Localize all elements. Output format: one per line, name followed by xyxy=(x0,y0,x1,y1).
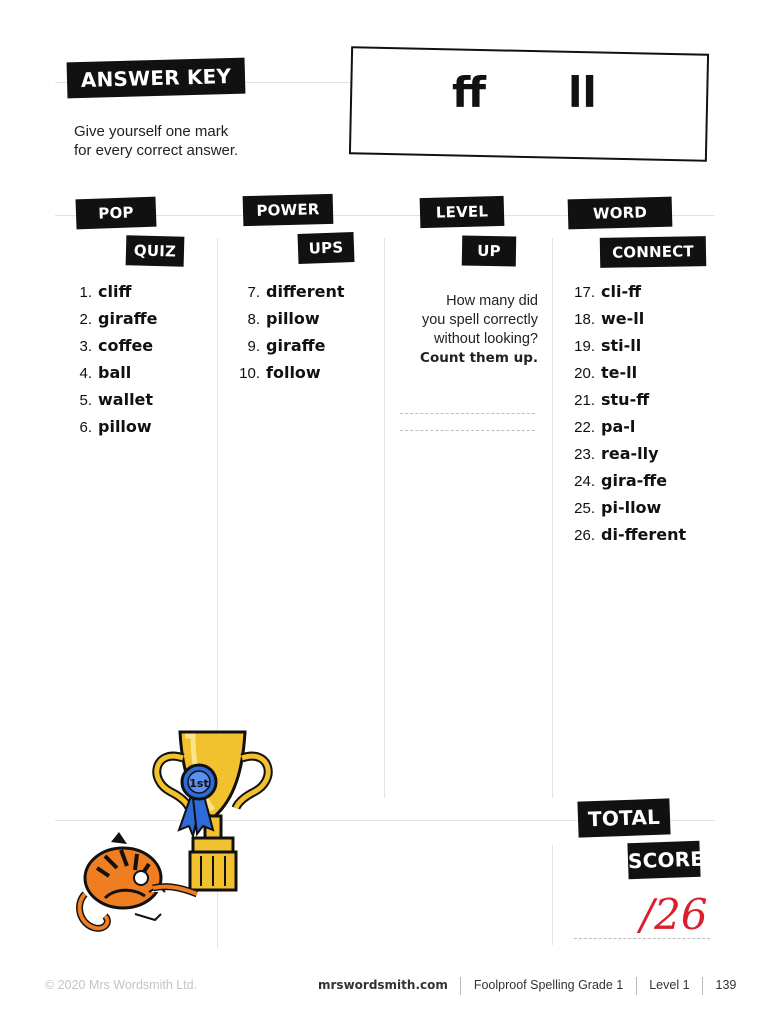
list-item xyxy=(566,494,686,521)
footer-level: Level 1 xyxy=(649,978,690,992)
question-line: How many did xyxy=(446,293,538,309)
quiz-label: QUIZ xyxy=(126,235,185,267)
copyright: © 2020 Mrs Wordsmith Ltd. xyxy=(45,978,198,992)
answer-key-label: ANSWER KEY xyxy=(67,58,246,99)
item-word: te-ll xyxy=(601,363,638,382)
item-word: stu-ff xyxy=(601,390,650,409)
item-word: di-fferent xyxy=(601,525,687,544)
score-answer-line xyxy=(574,938,710,939)
instructions xyxy=(74,122,238,160)
list-item xyxy=(566,305,686,332)
item-number: 18. xyxy=(574,311,595,328)
list-item xyxy=(70,386,157,413)
level-up-answer-line-1 xyxy=(400,413,535,414)
item-word: ball xyxy=(98,363,132,382)
list-item xyxy=(70,332,157,359)
item-word: coffee xyxy=(98,336,154,355)
item-word: gira-ffe xyxy=(601,471,668,490)
list-item xyxy=(70,305,157,332)
column-divider-2 xyxy=(384,238,385,798)
column-divider-3 xyxy=(552,238,553,798)
score-label: SCORE xyxy=(627,841,700,879)
list-item xyxy=(566,386,686,413)
list-item xyxy=(232,332,345,359)
list-item xyxy=(232,305,345,332)
item-number: 21. xyxy=(574,392,595,409)
up-label: UP xyxy=(462,236,517,267)
item-number: 26. xyxy=(574,527,595,544)
question-bold: Count them up. xyxy=(420,350,538,366)
item-number: 2. xyxy=(79,311,92,328)
item-word: different xyxy=(266,282,345,301)
instructions-line-1: Give yourself one mark xyxy=(74,123,229,140)
page-number: 139 xyxy=(715,978,737,992)
footer-book: Foolproof Spelling Grade 1 xyxy=(473,978,624,992)
level-up-answer-line-2 xyxy=(400,430,535,431)
phonics-ll: ll xyxy=(568,68,597,117)
word-label: WORD xyxy=(568,197,673,230)
list-item xyxy=(566,440,686,467)
item-number: 19. xyxy=(574,338,595,355)
list-item xyxy=(70,359,157,386)
item-number: 25. xyxy=(574,500,595,517)
phonics-box xyxy=(349,46,709,161)
item-word: pa-l xyxy=(601,417,636,436)
item-number: 9. xyxy=(247,338,260,355)
item-word: we-ll xyxy=(601,309,645,328)
item-number: 17. xyxy=(574,284,595,301)
first-place-badge: 1st xyxy=(189,777,209,790)
list-item xyxy=(70,413,157,440)
item-word: cliff xyxy=(98,282,132,301)
instructions-line-2: for every correct answer. xyxy=(74,142,239,159)
footer-separator xyxy=(460,977,461,995)
item-number: 10. xyxy=(239,365,260,382)
footer-site: mrswordsmith.com xyxy=(318,978,448,992)
word-connect-list xyxy=(566,278,686,548)
list-item xyxy=(232,359,345,386)
item-number: 22. xyxy=(574,419,595,436)
item-word: pi-llow xyxy=(601,498,662,517)
item-number: 5. xyxy=(79,392,92,409)
item-number: 1. xyxy=(79,284,92,301)
list-item xyxy=(566,332,686,359)
item-number: 20. xyxy=(574,365,595,382)
item-word: wallet xyxy=(98,390,154,409)
item-word: rea-lly xyxy=(601,444,659,463)
question-line: without looking? xyxy=(434,331,538,347)
item-number: 4. xyxy=(79,365,92,382)
level-up-question xyxy=(392,292,538,368)
total-label: TOTAL xyxy=(577,798,670,837)
item-number: 7. xyxy=(247,284,260,301)
list-item xyxy=(566,359,686,386)
item-number: 6. xyxy=(79,419,92,436)
connect-label: CONNECT xyxy=(600,236,707,268)
power-ups-list xyxy=(232,278,345,386)
phonics-ff: ff xyxy=(452,68,487,117)
footer-separator xyxy=(702,977,703,995)
ups-label: UPS xyxy=(297,232,354,264)
question-line: you spell correctly xyxy=(421,312,538,328)
footer-separator xyxy=(636,977,637,995)
list-item xyxy=(566,278,686,305)
item-word: giraffe xyxy=(98,309,158,328)
total-score-value: /26 xyxy=(640,890,708,939)
pop-quiz-list xyxy=(70,278,157,440)
item-word: sti-ll xyxy=(601,336,642,355)
list-item xyxy=(232,278,345,305)
item-number: 23. xyxy=(574,446,595,463)
item-word: follow xyxy=(266,363,321,382)
level-label: LEVEL xyxy=(420,196,505,228)
list-item xyxy=(70,278,157,305)
list-item xyxy=(566,521,686,548)
item-word: pillow xyxy=(98,417,152,436)
trophy-tiger-illustration xyxy=(75,718,285,943)
item-number: 24. xyxy=(574,473,595,490)
item-number: 8. xyxy=(247,311,260,328)
footer-info xyxy=(318,975,736,995)
item-number: 3. xyxy=(79,338,92,355)
score-divider xyxy=(552,845,553,945)
pop-label: POP xyxy=(76,197,157,230)
item-word: pillow xyxy=(266,309,320,328)
power-label: POWER xyxy=(243,194,334,226)
item-word: cli-ff xyxy=(601,282,642,301)
list-item xyxy=(566,413,686,440)
list-item xyxy=(566,467,686,494)
item-word: giraffe xyxy=(266,336,326,355)
